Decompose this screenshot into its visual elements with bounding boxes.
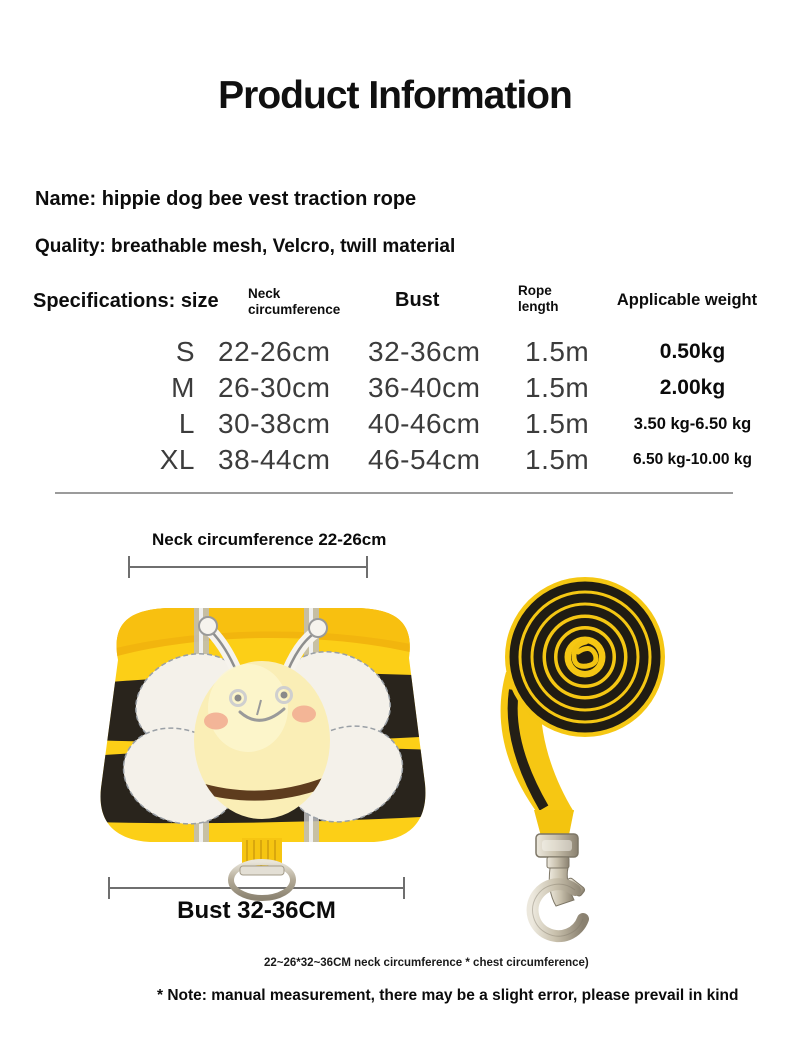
cell-size: XL [159, 444, 195, 475]
leash-product-image [478, 572, 713, 944]
bust-measure-label: Bust 32-36CM [177, 897, 336, 924]
cell-bust: 36-40cm [368, 372, 481, 403]
cell-weight: 0.50kg [659, 340, 726, 363]
harness-d-ring [231, 838, 293, 898]
bee-vest-harness-illustration [88, 588, 438, 906]
table-row [0, 442, 790, 478]
harness-product-image [88, 588, 438, 906]
page-title: Product Information [218, 74, 572, 117]
table-row [0, 370, 790, 406]
col-header-rope: Rope length [518, 283, 559, 314]
measure-tick [128, 556, 130, 578]
cell-neck: 22-26cm [218, 336, 331, 367]
cell-rope: 1.5m [525, 336, 590, 367]
table-row [0, 334, 790, 370]
cell-rope: 1.5m [525, 408, 590, 439]
col-header-weight: Applicable weight [616, 291, 758, 309]
neck-measure-line [128, 566, 368, 568]
disclaimer-note: * Note: manual measurement, there may be a slight error, please prevail in kind [157, 987, 739, 1004]
section-divider [55, 492, 733, 494]
table-row [0, 406, 790, 442]
col-header-neck: Neck circumference [248, 286, 341, 317]
neck-measure-label: Neck circumference 22-26cm [152, 530, 387, 549]
cell-size: L [178, 408, 195, 439]
cell-neck: 26-30cm [218, 372, 331, 403]
leash-coil [505, 577, 665, 737]
product-quality-line: Quality: breathable mesh, Velcro, twill material [35, 236, 456, 257]
cell-size: S [175, 336, 195, 367]
cell-bust: 40-46cm [368, 408, 481, 439]
cell-bust: 32-36cm [368, 336, 481, 367]
leash-snap-hook [533, 834, 586, 936]
measure-tick [366, 556, 368, 578]
col-header-bust: Bust [395, 289, 440, 311]
col-header-size: Specifications: size [33, 290, 219, 312]
cell-rope: 1.5m [525, 372, 590, 403]
cell-neck: 38-44cm [218, 444, 331, 475]
cell-bust: 46-54cm [368, 444, 481, 475]
cell-size: M [171, 372, 195, 403]
cell-weight: 3.50 kg-6.50 kg [633, 414, 752, 433]
cell-neck: 30-38cm [218, 408, 331, 439]
product-name-line: Name: hippie dog bee vest traction rope [35, 188, 417, 210]
cell-weight: 6.50 kg-10.00 kg [633, 451, 752, 468]
coiled-leash-illustration [478, 572, 713, 944]
size-measure-note: 22~26*32~36CM neck circumference * chest circumference) [264, 957, 589, 969]
cell-rope: 1.5m [525, 444, 590, 475]
cell-weight: 2.00kg [659, 376, 726, 399]
